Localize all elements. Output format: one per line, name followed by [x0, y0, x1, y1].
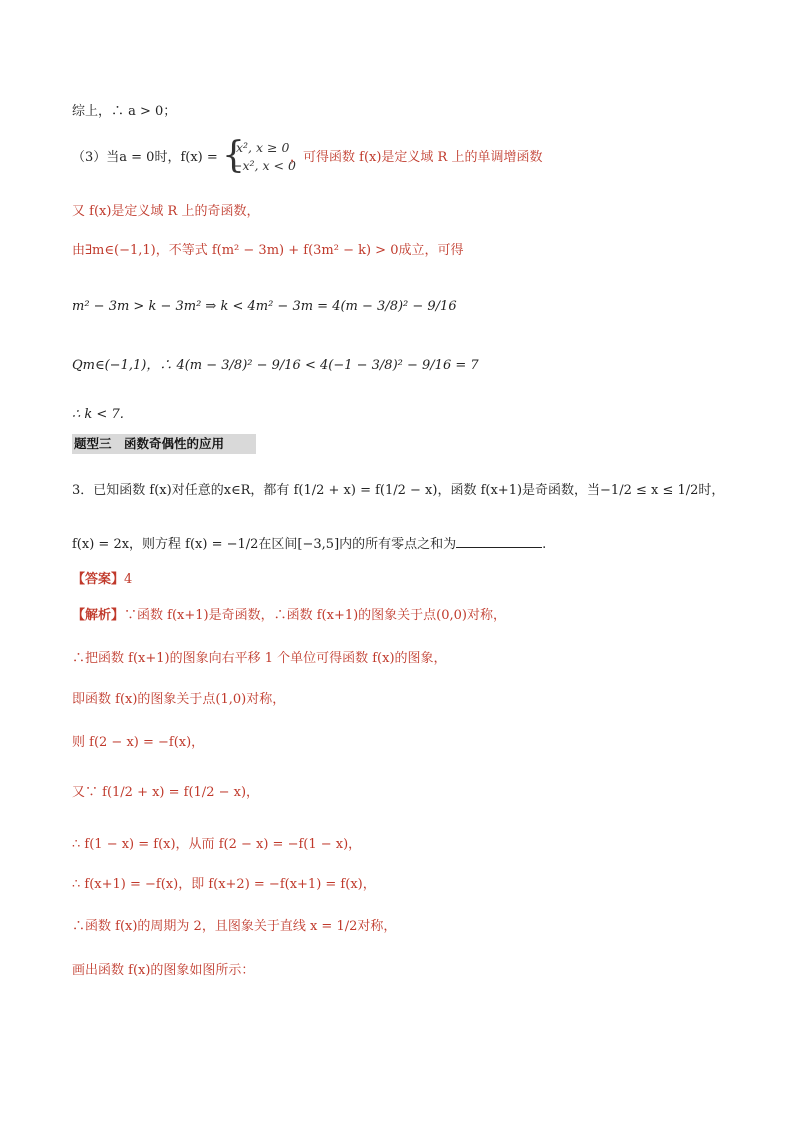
- question-line-2: [72, 533, 546, 556]
- analysis-line-6: ∴ f(1 − x) = f(x)，从而 f(2 − x) = −f(1 − x)，: [72, 837, 362, 852]
- piecewise-case-1: x², x ≥ 0: [236, 140, 290, 155]
- question-line-1: 3．已知函数 f(x)对任意的x∈R，都有 f(1/2 + x) = f(1/2 − x)，函数 f(x+1)是奇函数，当−1/2 ≤ x ≤ 1/2时，: [72, 483, 725, 498]
- analysis-line-7: ∴ f(x+1) = −f(x)，即 f(x+2) = −f(x+1) = f(x)，: [72, 877, 376, 892]
- analysis-text-1: ∵函数 f(x+1)是奇函数，∴函数 f(x+1)的图象关于点(0,0)对称，: [124, 608, 506, 623]
- case-a-zero-suffix: ，可得函数 f(x)是定义域 R 上的单调增函数: [290, 150, 543, 165]
- analysis-line-3: 即函数 f(x)的图象关于点(1,0)对称，: [72, 692, 286, 707]
- analysis-line-5: 又∵ f(1/2 + x) = f(1/2 − x)，: [72, 785, 260, 800]
- analysis-label: 【解析】: [72, 608, 125, 623]
- piecewise-case-2: −x², x < 0: [232, 158, 296, 173]
- section-heading: 题型三 函数奇偶性的应用: [72, 434, 256, 454]
- answer-value: 4: [124, 572, 133, 587]
- bound-line: Qm∈(−1,1)，∴ 4(m − 3/8)² − 9/16 < 4(−1 − 3/8)² − 9/16 = 7: [72, 358, 479, 373]
- answer-line: [72, 569, 132, 591]
- answer-label: 【答案】: [72, 572, 125, 587]
- analysis-line-4: 则 f(2 − x) = −f(x)，: [72, 735, 205, 750]
- analysis-line-9: 画出函数 f(x)的图象如图所示：: [72, 963, 255, 978]
- case-a-zero-prefix: （3）当a = 0时，f(x) =: [72, 150, 218, 165]
- inequality-line: 由∃m∈(−1,1)，不等式 f(m² − 3m) + f(3m² − k) > 0成立，可得: [72, 243, 464, 258]
- analysis-line-2: ∴把函数 f(x+1)的图象向右平移 1 个单位可得函数 f(x)的图象，: [72, 651, 447, 666]
- result-line: ∴ k < 7.: [72, 407, 124, 422]
- conclusion-line: 综上，∴ a > 0；: [72, 104, 177, 119]
- analysis-line-8: ∴函数 f(x)的周期为 2，且图象关于直线 x = 1/2对称，: [72, 919, 397, 934]
- question-line-2-end: .: [542, 537, 547, 552]
- odd-function-line: 又 f(x)是定义域 R 上的奇函数，: [72, 204, 260, 219]
- piecewise-brace: {: [222, 135, 245, 176]
- answer-blank: [456, 533, 542, 548]
- derivation-line: m² − 3m > k − 3m² ⇒ k < 4m² − 3m = 4(m − 3/8)² − 9/16: [72, 299, 457, 314]
- analysis-line-1: [72, 605, 506, 627]
- question-line-2-text: f(x) = 2x，则方程 f(x) = −1/2在区间[−3,5]内的所有零点之和为: [72, 537, 457, 552]
